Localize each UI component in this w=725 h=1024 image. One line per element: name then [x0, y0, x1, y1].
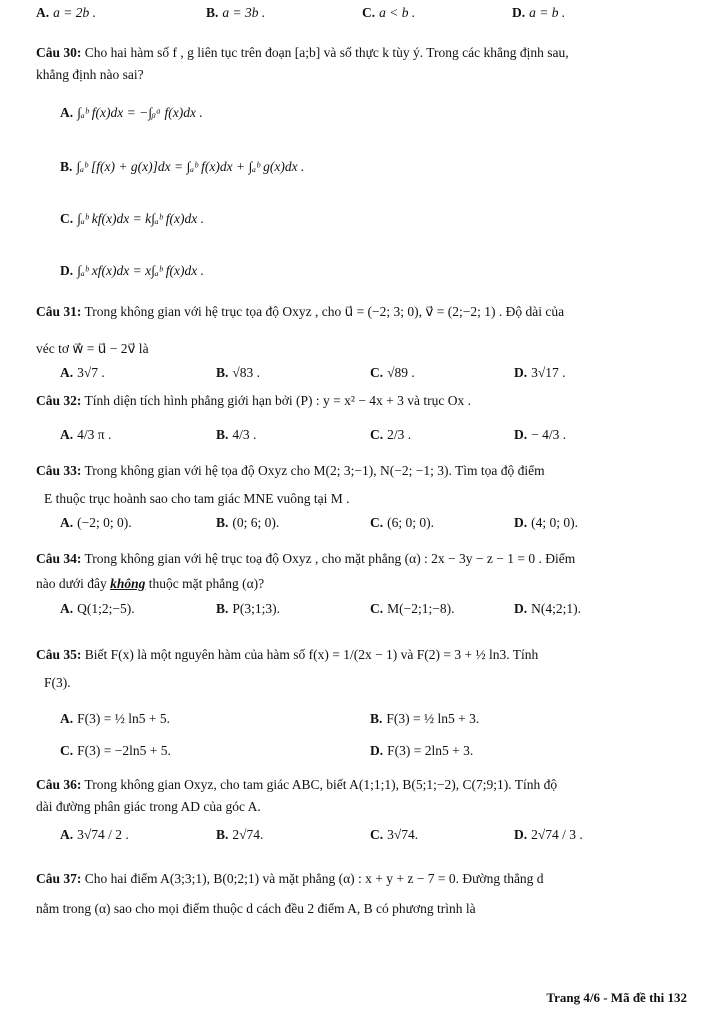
q33-option-c: C. (6; 0; 0). — [370, 515, 434, 530]
q32-option-c: C. 2/3 . — [370, 427, 412, 442]
q31-option-a: A. 3√7 . — [60, 365, 105, 380]
question-30-line2: khẳng định nào sai? — [36, 67, 144, 82]
q30-option-b: B. ∫ₐᵇ [f(x) + g(x)]dx = ∫ₐᵇ f(x)dx + ∫ₐᵇ g(x)dx . — [60, 159, 305, 174]
q31-option-b: B. √83 . — [216, 365, 261, 380]
q33-option-b: B. (0; 6; 0). — [216, 515, 280, 530]
q36-option-c: C. 3√74. — [370, 827, 419, 842]
q35-option-c: C. F(3) = −2ln5 + 5. — [60, 743, 171, 758]
question-36-line2: dài đường phân giác trong AD của góc A. — [36, 799, 261, 814]
q35-option-a: A. F(3) = ½ ln5 + 5. — [60, 711, 170, 726]
q30-option-c: C. ∫ₐᵇ kf(x)dx = k∫ₐᵇ f(x)dx . — [60, 211, 204, 226]
q32-option-d: D. − 4/3 . — [514, 427, 567, 442]
q31-option-c: C. √89 . — [370, 365, 415, 380]
question-30: Câu 30: Cho hai hàm số f , g liên tục trên đoạn [a;b] và số thực k tùy ý. Trong các khẳng định sau, — [36, 45, 569, 60]
question-31: Câu 31: Trong không gian với hệ trục tọa độ Oxyz , cho u⃗ = (−2; 3; 0), v⃗ = (2;−2; 1) . Độ dài của — [36, 304, 565, 319]
q34-option-c: C. M(−2;1;−8). — [370, 601, 455, 616]
option-d: D. a = b . — [512, 5, 566, 20]
question-35-line2: F(3). — [44, 675, 71, 690]
option-b: B. a = 3b . — [206, 5, 266, 20]
q33-option-a: A. (−2; 0; 0). — [60, 515, 132, 530]
question-37-line2: nằm trong (α) sao cho mọi điểm thuộc d cách đều 2 điểm A, B có phương trình là — [36, 901, 476, 916]
q31-option-d: D. 3√17 . — [514, 365, 566, 380]
q36-option-b: B. 2√74. — [216, 827, 264, 842]
question-32: Câu 32: Tính diện tích hình phẳng giới hạn bởi (P) : y = x² − 4x + 3 và trục Ox . — [36, 393, 472, 408]
q32-option-b: B. 4/3 . — [216, 427, 257, 442]
q34-option-b: B. P(3;1;3). — [216, 601, 281, 616]
q34-option-a: A. Q(1;2;−5). — [60, 601, 135, 616]
q33-option-d: D. (4; 0; 0). — [514, 515, 578, 530]
question-36: Câu 36: Trong không gian Oxyz, cho tam giác ABC, biết A(1;1;1), B(5;1;−2), C(7;9;1). Tính độ — [36, 777, 558, 792]
q30-option-a: A. ∫ₐᵇ f(x)dx = −∫ᵦᵃ f(x)dx . — [60, 105, 203, 120]
q32-option-a: A. 4/3 π . — [60, 427, 112, 442]
page-footer: Trang 4/6 - Mã đề thi 132 — [546, 990, 687, 1005]
option-c: C. a < b . — [362, 5, 416, 20]
question-37: Câu 37: Cho hai điểm A(3;3;1), B(0;2;1) và mặt phẳng (α) : x + y + z − 7 = 0. Đường thẳng d — [36, 871, 544, 886]
question-34-line2: nào dưới đây không thuộc mặt phẳng (α)? — [36, 576, 265, 591]
question-35: Câu 35: Biết F(x) là một nguyên hàm của hàm số f(x) = 1/(2x − 1) và F(2) = 3 + ½ ln3. Tính — [36, 647, 539, 662]
q35-option-b: B. F(3) = ½ ln5 + 3. — [370, 711, 480, 726]
q34-option-d: D. N(4;2;1). — [514, 601, 581, 616]
question-33-line2: E thuộc trục hoành sao cho tam giác MNE vuông tại M . — [44, 491, 350, 506]
q36-option-a: A. 3√74 / 2 . — [60, 827, 129, 842]
q36-option-d: D. 2√74 / 3 . — [514, 827, 583, 842]
question-33: Câu 33: Trong không gian với hệ tọa độ Oxyz cho M(2; 3;−1), N(−2; −1; 3). Tìm tọa độ điểm — [36, 463, 545, 478]
q30-option-d: D. ∫ₐᵇ xf(x)dx = x∫ₐᵇ f(x)dx . — [60, 263, 204, 278]
question-34: Câu 34: Trong không gian với hệ trục toạ độ Oxyz , cho mặt phẳng (α) : 2x − 3y − z − 1 = 0 . Điểm — [36, 551, 576, 566]
option-a: A. a = 2b . — [36, 5, 96, 20]
question-31-line2: véc tơ w⃗ = u⃗ − 2v⃗ là — [36, 341, 149, 356]
q35-option-d: D. F(3) = 2ln5 + 3. — [370, 743, 474, 758]
